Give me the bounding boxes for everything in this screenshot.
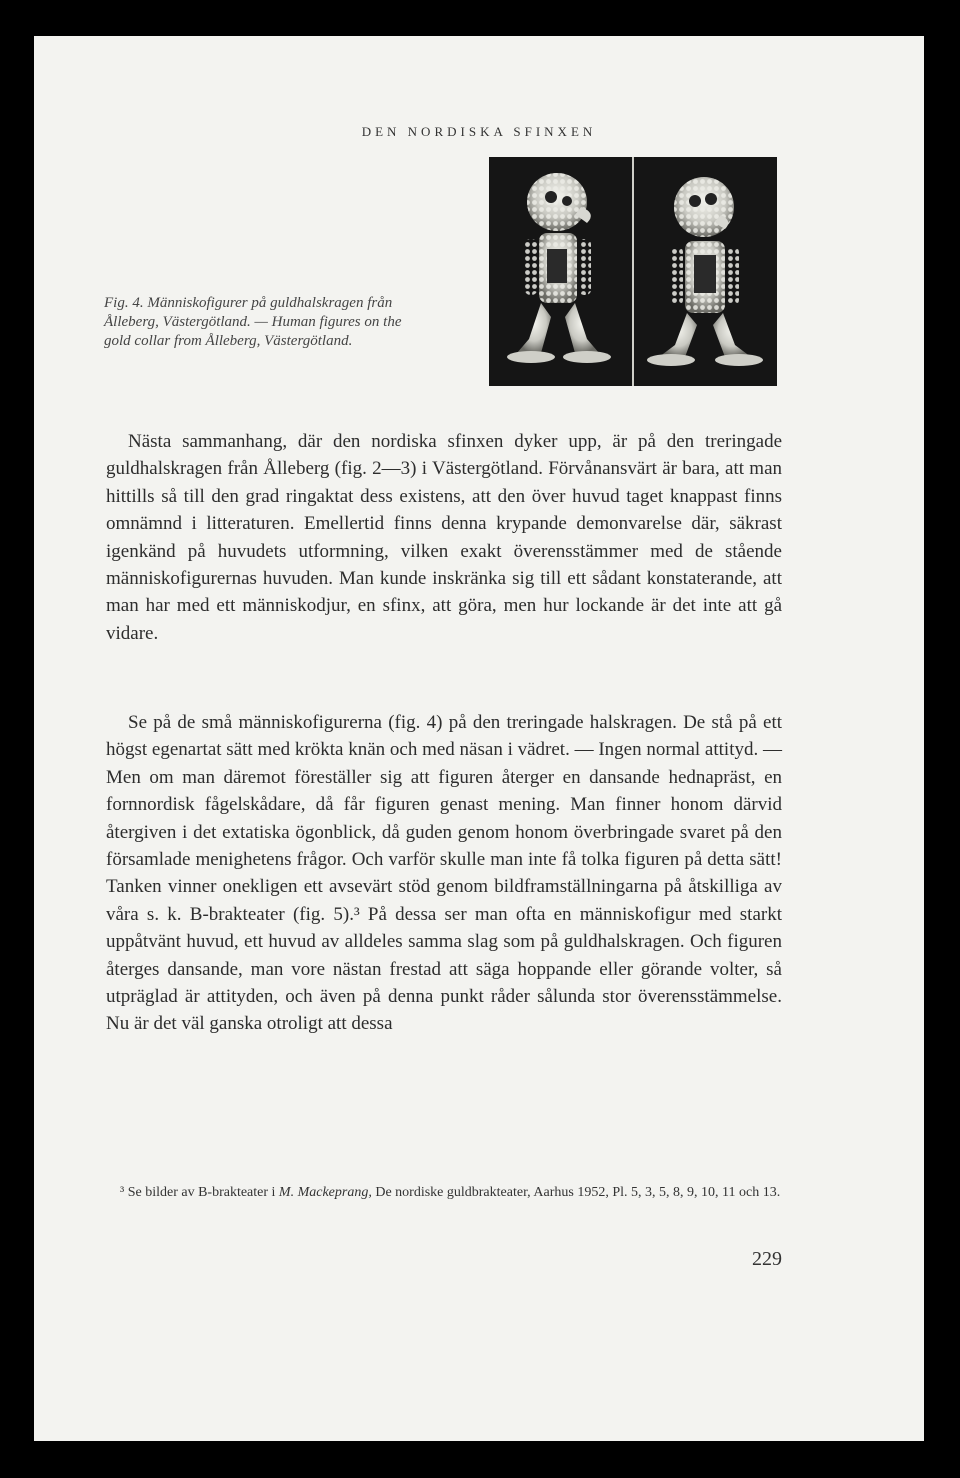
figure-photograph bbox=[489, 157, 777, 386]
running-head: DEN NORDISKA SFINXEN bbox=[361, 124, 597, 139]
footnote-author: M. Mackeprang, bbox=[278, 1185, 372, 1200]
page-number: 229 bbox=[752, 1248, 782, 1270]
paragraph-2: Se på de små människofigurerna (fig. 4) på den treringade halskragen. De stå på ett högst egenartat sätt med krökta knän och med näsan i vädret. — Ingen normal attityd. — Men om man däremot föreställer sig att figuren återger en dansande hednapräst, en fornnordisk fågelskådare, då får figuren genast mening. Man finner honom därvid återgiven i det extatiska ögonblick, då guden genom honom överbringade svaret på den församlade menighetens frågor. Och varför skulle man inte få tolka figuren på detta sätt! Tanken vinner onekligen ett avsevärt stöd genom bildframställningarna på åtskilliga av våra s. k. B-brakteater (fig. 5).³ På dessa ser man ofta en människofigur med starkt uppåtvänt huvud, ett huvud av alldeles samma slag som på guldhalskragen. Och figuren återges dansande, man vore nästan frestad att säga hoppande eller görande volter, så utpräglad är attityden, och även på denna punkt råder sålunda stor överensstämmelse. Nu är det väl ganska otroligt att dessa bbox=[106, 712, 782, 1035]
footnote-marker: ³ bbox=[120, 1185, 125, 1200]
book-page bbox=[34, 36, 924, 1441]
caption-label: Fig. 4. bbox=[104, 295, 144, 311]
gold-figures-photo bbox=[489, 157, 777, 386]
caption-text: Människofigurer på guldhalskragen från Ålleberg, Västergötland. — Human figures on the gold collar from Ålleberg, Västergötland. bbox=[104, 295, 402, 349]
footnote-text-after: De nordiske guldbrakteater, Aarhus 1952, Pl. 5, 3, 5, 8, 9, 10, 11 och 13. bbox=[371, 1185, 781, 1200]
footnote bbox=[106, 1182, 782, 1203]
figure-caption bbox=[104, 294, 404, 351]
paragraph-1: Nästa sammanhang, där den nordiska sfinxen dyker upp, är på den treringade guldhalskragen från Ålleberg (fig. 2—3) i Västergötland. Förvånansvärt är bara, att man hittills så till den grad ringaktat dess existens, att den över huvud taget knappast finns omnämnd i litteraturen. Emellertid finns denna krypande demonvarelse där, säkrast igenkänd på huvudets utformning, vilken exakt överensstämmer med de stående människofigurernas huvuden. Man kunde inskränka sig till ett sådant konstaterande, att man har med ett människodjur, en sfinx, att göra, men hur lockande är det inte att gå vidare. bbox=[106, 431, 782, 644]
footnote-text-before: Se bilder av B-brakteater i bbox=[127, 1185, 279, 1200]
